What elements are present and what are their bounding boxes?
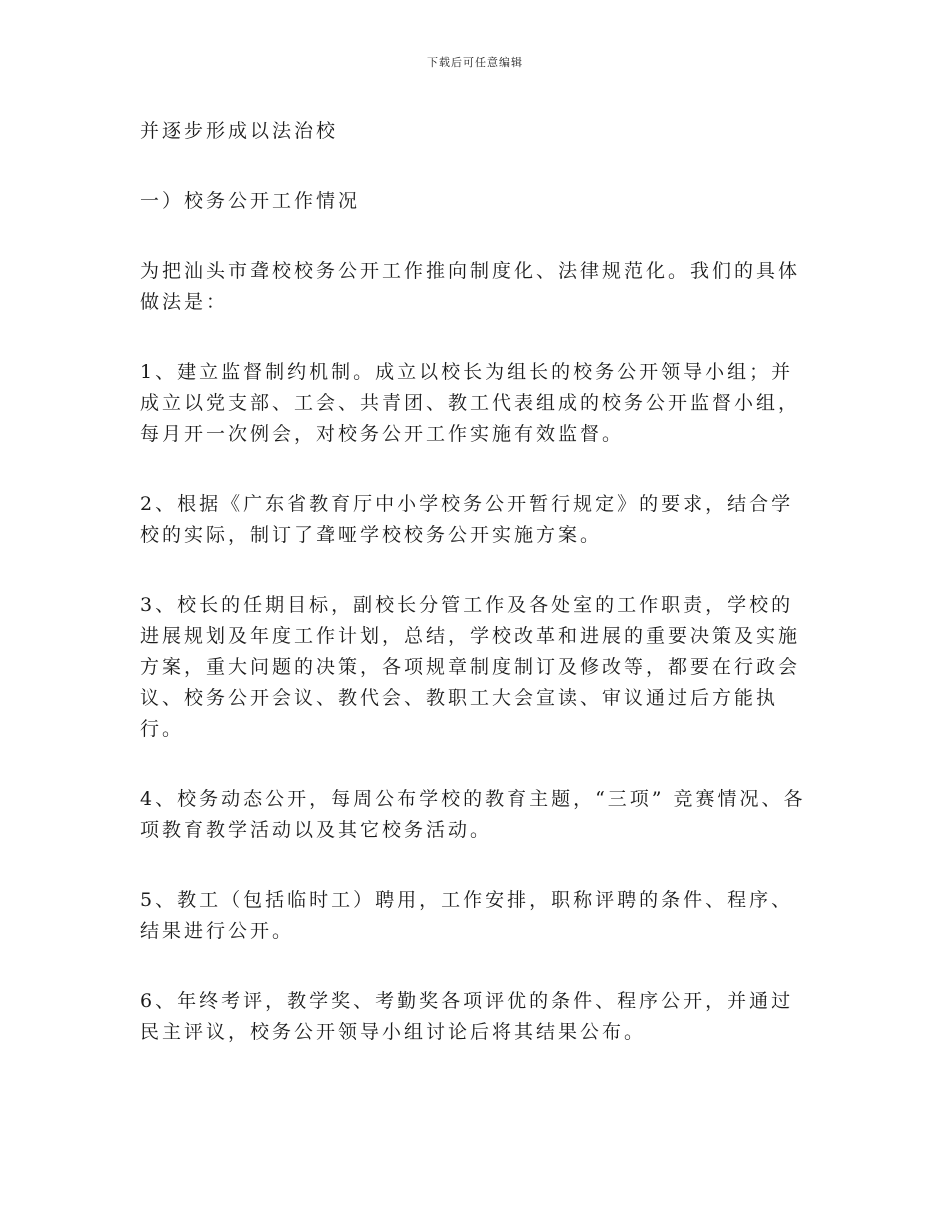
list-item-6: 6、年终考评，教学奖、考勤奖各项评优的条件、程序公开，并通过民主评议，校务公开领导小组讨论后将其结果公布。 (140, 990, 794, 1043)
page-header: 下载后可任意编辑 (427, 56, 523, 69)
section-heading: 一）校务公开工作情况 (140, 190, 361, 212)
list-item-3: 3、校长的任期目标，副校长分管工作及各处室的工作职责，学校的进展规划及年度工作计划，总结，学校改革和进展的重要决策及实施方案，重大问题的决策，各项规章制度制订及修改等，都要在行政会议、校务公开会议、教代会、教职工大会宣读、审议通过后方能执行。 (140, 594, 801, 740)
list-item-2: 2、根据《广东省教育厅中小学校务公开暂行规定》的要求，结合学校的实际，制订了聋哑学校校务公开实施方案。 (140, 493, 794, 546)
list-item-1: 1、建立监督制约机制。成立以校长为组长的校务公开领导小组；并成立以党支部、工会、共青团、教工代表组成的校务公开监督小组，每月开一次例会，对校务公开工作实施有效监督。 (140, 361, 801, 445)
list-item-4: 4、校务动态公开，每周公布学校的教育主题，“三项” 竞赛情况、各项教育教学活动以及其它校务活动。 (140, 788, 806, 841)
paragraph-overview: 为把汕头市聋校校务公开工作推向制度化、法律规范化。我们的具体做法是： (140, 260, 801, 313)
paragraph-intro-line: 并逐步形成以法治校 (140, 120, 339, 142)
list-item-5: 5、教工（包括临时工）聘用，工作安排，职称评聘的条件、程序、结果进行公开。 (140, 889, 794, 942)
document-body (140, 116, 808, 1087)
